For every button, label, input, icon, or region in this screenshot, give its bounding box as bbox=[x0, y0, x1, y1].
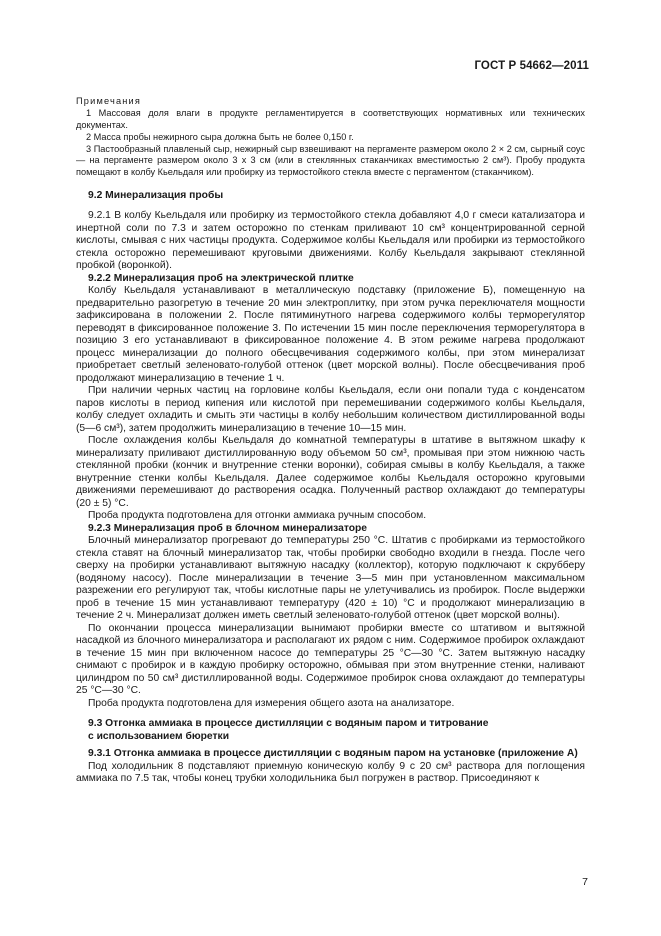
page-content bbox=[76, 96, 585, 786]
standard-number-header: ГОСТ Р 54662—2011 bbox=[474, 60, 589, 72]
note-item-3: 3 Пастообразный плавленый сыр, нежирный сыр взвешивают на пергаменте размером около 2 × 2 см, сырный соус — на пергаменте размером около 3 х 3 см (или в стеклянных стаканчиках вместимостью 2 см³). Пробу продукта помещают в колбу Кьельдаля или пробирку из термостойкого стекла вместе с пергаментом (стаканчиком). bbox=[76, 143, 585, 178]
section-9-2-2-paragraph-1: Колбу Кьельдаля устанавливают в металлическую подставку (приложение Б), помещенную на предварительно разогретую в течение 20 мин электроплитку, при этом ручка переключателя мощности зафиксирована в положении 2. После пятиминутного нагрева содержимого колбы терморегулятор переводят в фиксированное положение 3. По истечении 15 мин после переключения терморегулятора в позицию 3 его устанавливают в фиксированное положение 4. В этом режиме нагрева продолжают процесс минерализации до полного обесцвечивания содержимого колбы, при этом минерализат приобретает светлый зеленовато-голубой оттенок (цвет морской волны). После обесцвечивания проб продолжают минерализацию в течение 1 ч. bbox=[76, 285, 585, 384]
section-9-2-2-paragraph-2: При наличии черных частиц на горловине колбы Кьельдаля, если они попали туда с конденсатом паров кислоты в период кипения или кислотой при перемешивании содержимого колбы Кьельдаля, колбу следует охладить и смыть эти частицы в колбу небольшим количеством дистиллированной воды (5—6 см³), затем продолжить минерализацию в течение 10—15 мин. bbox=[76, 385, 585, 434]
section-9-2-2-paragraph-3: После охлаждения колбы Кьельдаля до комнатной температуры в штативе в вытяжном шкафу к минерализату приливают дистиллированную воду объемом 50 см³, промывая при этом нижнюю часть стеклянной пробки (кончик и внутренние стенки воронки), собирая смывы в колбу Кьельдаля, а также внутренние стенки колбы Кьельдаля. Далее содержимое колбы Кьельдаля осторожно круговыми движениями перемешивают до растворения осадка. Полученный раствор охлаждают до температуры (20 ± 5) °С. bbox=[76, 435, 585, 509]
notes-block bbox=[76, 96, 585, 179]
page-number: 7 bbox=[582, 876, 588, 888]
section-9-2-2-paragraph-4: Проба продукта подготовлена для отгонки аммиака ручным способом. bbox=[88, 510, 427, 522]
section-9-2-2-heading: 9.2.2 Минерализация проб на электрической плитке bbox=[88, 272, 354, 284]
section-9-3-1-heading: 9.3.1 Отгонка аммиака в процессе дистилляции с водяным паром на установке (приложение А) bbox=[88, 748, 578, 760]
section-9-2-heading: 9.2 Минерализация пробы bbox=[88, 189, 224, 201]
section-9-3-heading-line-1: 9.3 Отгонка аммиака в процессе дистилляции с водяным паром и титрование bbox=[88, 718, 489, 730]
section-9-2-1-paragraph: 9.2.1 В колбу Кьельдаля или пробирку из термостойкого стекла добавляют 4,0 г смеси катализатора и инертной соли по 7.3 и затем осторожно по стенкам приливают 10 см³ концентрированной серной кислоты, смывая с них частицы продукта. Содержимое колбы Кьельдаля или пробирки из термостойкого стекла осторожно перемешивают круговыми движениями. Колбу Кьельдаля закрывают стеклянной пробкой (воронкой). bbox=[76, 210, 585, 272]
section-9-2-3-heading: 9.2.3 Минерализация проб в блочном минерализаторе bbox=[88, 522, 368, 534]
section-9-3-1-paragraph: Под холодильник 8 подставляют приемную коническую колбу 9 с 20 см³ раствора для поглощения аммиака по 7.5 так, чтобы конец трубки холодильника был погружен в раствор. Присоединяют к bbox=[76, 760, 585, 785]
notes-title: Примечания bbox=[76, 96, 142, 106]
section-9-2-3-paragraph-3: Проба продукта подготовлена для измерения общего азота на анализаторе. bbox=[88, 697, 455, 709]
section-9-3-heading-line-2: с использованием бюретки bbox=[88, 730, 230, 742]
note-item-1: 1 Массовая доля влаги в продукте регламентируется в соответствующих нормативных или технических документах. bbox=[76, 108, 585, 130]
section-9-2-3-paragraph-1: Блочный минерализатор прогревают до температуры 250 °С. Штатив с пробирками из термостойкого стекла ставят на блочный минерализатор так, чтобы пробирки свободно входили в гнезда. После чего сверху на пробирки устанавливают вытяжную насадку (коллектор), которую подключают к скрубберу (водяному насосу). После минерализации в течение 3—5 мин при установленном максимальном разрежении его регулируют так, чтобы кислотные пары не улетучивались из пробирок. После выдержки проб в течение 15 мин устанавливают температуру (420 ± 10) °С и продолжают минерализацию в течение 2 ч. Минерализат должен иметь светлый зеленовато-голубой оттенок (цвет морской волны). bbox=[76, 535, 585, 622]
body-text bbox=[76, 190, 585, 786]
section-9-2-3-paragraph-2: По окончании процесса минерализации вынимают пробирки вместе со штативом и вытяжной насадкой из блочного минерализатора и располагают их рядом с ним. Содержимое пробирок охлаждают в течение 15 мин при включенном насосе до температуры 25 °С—30 °С. Затем вытяжную насадку снимают с пробирок и в каждую пробирку осторожно, обмывая при этом внутренние стенки, наливают цилиндром по 50 см³ дистиллированной воды. Содержимое пробирок снова охлаждают до температуры 25 °С—30 °С. bbox=[76, 622, 585, 697]
note-item-2: 2 Масса пробы нежирного сыра должна быть не более 0,150 г. bbox=[86, 131, 354, 142]
